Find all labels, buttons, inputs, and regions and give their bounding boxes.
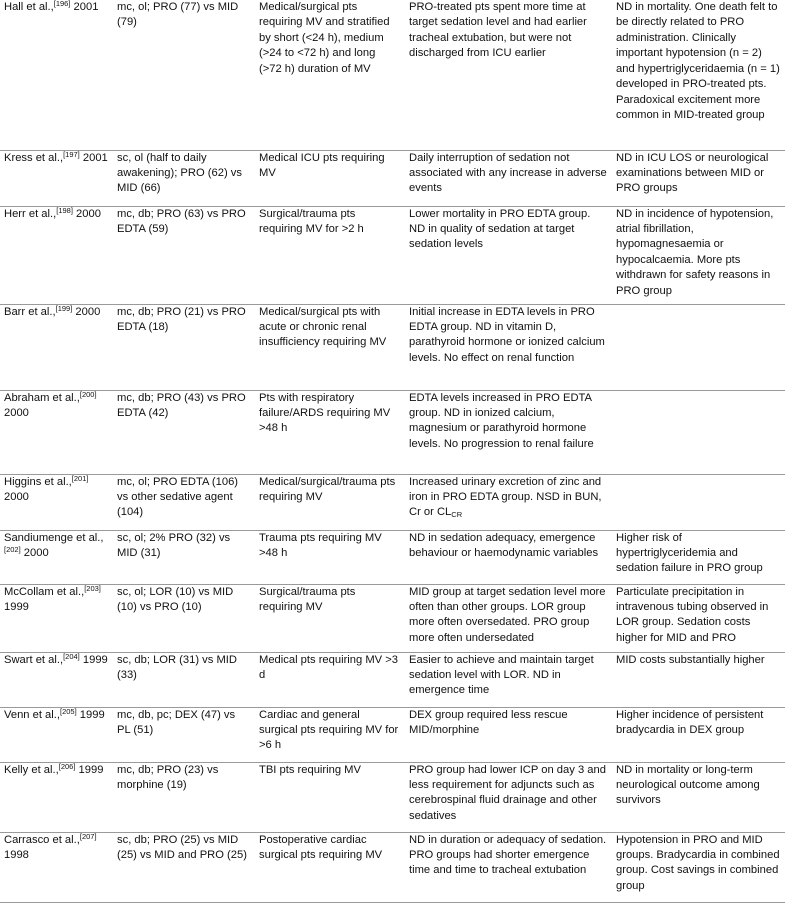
study-cell: Carrasco et al.,[207] 1998 (0, 832, 113, 902)
efficacy-cell: PRO-treated pts spent more time at target sedation level and had earlier tracheal extubation, but were not discharged from ICU earlier (405, 0, 612, 150)
population-cell: Cardiac and general surgical pts requiring MV for >6 h (255, 707, 405, 762)
design-cell: mc, db; PRO (23) vs morphine (19) (113, 762, 255, 832)
design-cell: mc, db; PRO (63) vs PRO EDTA (59) (113, 206, 255, 304)
table-row (0, 150, 785, 206)
design-cell: sc, db; PRO (25) vs MID (25) vs MID and PRO (25) (113, 832, 255, 902)
study-cell: McCollam et al.,[203] 1999 (0, 584, 113, 652)
table-row (0, 530, 785, 584)
design-cell: mc, db; PRO (21) vs PRO EDTA (18) (113, 304, 255, 390)
study-cell: Abraham et al.,[200] 2000 (0, 390, 113, 474)
population-cell: TBI pts requiring MV (255, 762, 405, 832)
safety-cell: ND in incidence of hypotension, atrial fibrillation, hypomagnesaemia or hypocalcaemia. More pts withdrawn for safety reasons in PRO group (612, 206, 785, 304)
table-row (0, 652, 785, 707)
table-row (0, 707, 785, 762)
design-cell: mc, ol; PRO EDTA (106) vs other sedative agent (104) (113, 474, 255, 530)
study-cell: Kelly et al.,[206] 1999 (0, 762, 113, 832)
population-cell: Surgical/trauma pts requiring MV for >2 h (255, 206, 405, 304)
study-cell: Kress et al.,[197] 2001 (0, 150, 113, 206)
design-cell: sc, ol; 2% PRO (32) vs MID (31) (113, 530, 255, 584)
design-cell: sc, ol (half to daily awakening); PRO (62) vs MID (66) (113, 150, 255, 206)
table-row (0, 832, 785, 902)
study-cell: Barr et al.,[199] 2000 (0, 304, 113, 390)
population-cell: Trauma pts requiring MV >48 h (255, 530, 405, 584)
population-cell: Medical pts requiring MV >3 d (255, 652, 405, 707)
design-cell: mc, db; PRO (43) vs PRO EDTA (42) (113, 390, 255, 474)
design-cell: sc, db; LOR (31) vs MID (33) (113, 652, 255, 707)
design-cell: sc, ol; LOR (10) vs MID (10) vs PRO (10) (113, 584, 255, 652)
table-row (0, 474, 785, 530)
efficacy-cell: Easier to achieve and maintain target sedation level with LOR. ND in emergence time (405, 652, 612, 707)
safety-cell (612, 474, 785, 530)
population-cell: Medical/surgical pts requiring MV and stratified by short (<24 h), medium (>24 to <72 h) and long (>72 h) duration of MV (255, 0, 405, 150)
safety-cell: ND in ICU LOS or neurological examinations between MID or PRO groups (612, 150, 785, 206)
population-cell: Medical/surgical pts with acute or chronic renal insufficiency requiring MV (255, 304, 405, 390)
safety-cell: Hypotension in PRO and MID groups. Bradycardia in combined group. Cost savings in combined group (612, 832, 785, 902)
efficacy-cell: DEX group required less rescue MID/morphine (405, 707, 612, 762)
table-row (0, 0, 785, 150)
design-cell: mc, ol; PRO (77) vs MID (79) (113, 0, 255, 150)
table-row (0, 762, 785, 832)
population-cell: Postoperative cardiac surgical pts requiring MV (255, 832, 405, 902)
efficacy-cell: Initial increase in EDTA levels in PRO EDTA group. ND in vitamin D, parathyroid hormone or ionized calcium levels. No effect on renal function (405, 304, 612, 390)
population-cell: Medical/surgical/trauma pts requiring MV (255, 474, 405, 530)
table-row (0, 206, 785, 304)
table-row (0, 304, 785, 390)
study-cell: Hall et al.,[196] 2001 (0, 0, 113, 150)
safety-cell: MID costs substantially higher (612, 652, 785, 707)
safety-cell: ND in mortality. One death felt to be directly related to PRO administration. Clinically important hypotension (n = 2) and hypertriglyceridaemia (n = 1) developed in PRO-treated pts. Paradoxical excitement more common in MID-treated group (612, 0, 785, 150)
safety-cell: Higher risk of hypertriglyceridemia and sedation failure in PRO group (612, 530, 785, 584)
study-cell: Herr et al.,[198] 2000 (0, 206, 113, 304)
population-cell: Medical ICU pts requiring MV (255, 150, 405, 206)
efficacy-cell: Daily interruption of sedation not associated with any increase in adverse events (405, 150, 612, 206)
safety-cell: ND in mortality or long-term neurological outcome among survivors (612, 762, 785, 832)
population-cell: Pts with respiratory failure/ARDS requiring MV >48 h (255, 390, 405, 474)
table-row (0, 584, 785, 652)
efficacy-cell: ND in duration or adequacy of sedation. PRO groups had shorter emergence time and time to tracheal extubation (405, 832, 612, 902)
design-cell: mc, db, pc; DEX (47) vs PL (51) (113, 707, 255, 762)
population-cell: Surgical/trauma pts requiring MV (255, 584, 405, 652)
study-cell: Sandiumenge et al.,[202] 2000 (0, 530, 113, 584)
table-row (0, 390, 785, 474)
safety-cell (612, 304, 785, 390)
study-cell: Swart et al.,[204] 1999 (0, 652, 113, 707)
safety-cell: Higher incidence of persistent bradycardia in DEX group (612, 707, 785, 762)
safety-cell (612, 390, 785, 474)
study-cell: Higgins et al.,[201] 2000 (0, 474, 113, 530)
efficacy-cell: Increased urinary excretion of zinc and iron in PRO EDTA group. NSD in BUN, Cr or $CL_{CR}$ (405, 474, 612, 530)
safety-cell: Particulate precipitation in intravenous tubing observed in LOR group. Sedation costs higher for MID and PRO (612, 584, 785, 652)
efficacy-cell: Lower mortality in PRO EDTA group. ND in quality of sedation at target sedation levels (405, 206, 612, 304)
efficacy-cell: EDTA levels increased in PRO EDTA group. ND in ionized calcium, magnesium or parathyroid hormone levels. No progression to renal failure (405, 390, 612, 474)
efficacy-cell: MID group at target sedation level more often than other groups. LOR group more often oversedated. PRO group more often undersedated (405, 584, 612, 652)
efficacy-cell: PRO group had lower ICP on day 3 and less requirement for adjuncts such as cerebrospinal fluid drainage and other sedatives (405, 762, 612, 832)
efficacy-cell: ND in sedation adequacy, emergence behaviour or haemodynamic variables (405, 530, 612, 584)
study-cell: Venn et al.,[205] 1999 (0, 707, 113, 762)
